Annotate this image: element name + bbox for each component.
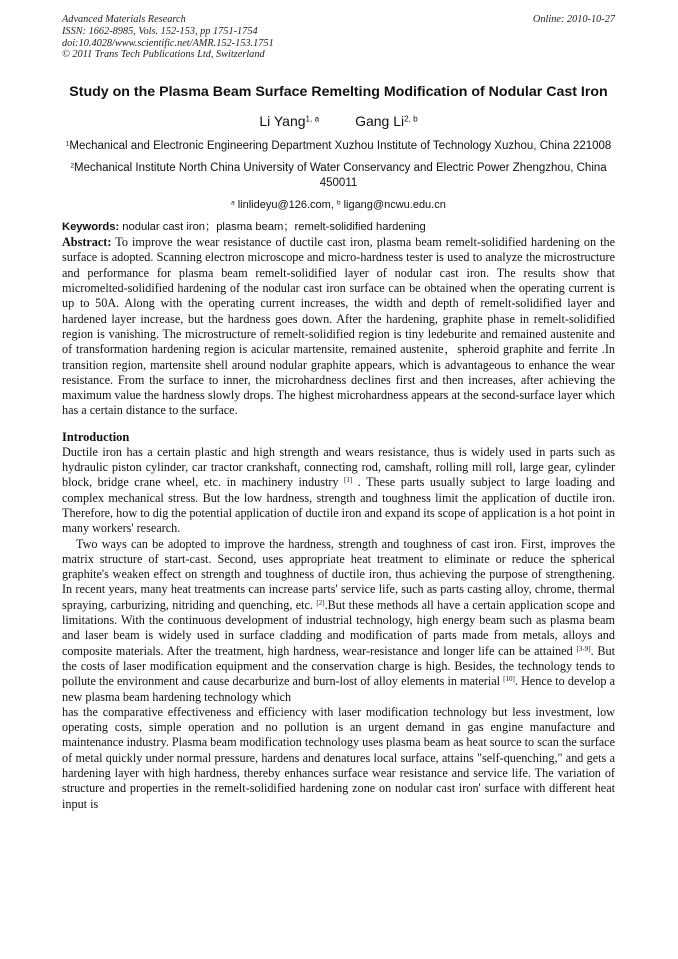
keywords [62, 220, 615, 235]
abstract [62, 235, 615, 419]
author-line [62, 112, 615, 130]
paragraph-text: Two ways can be adopted to improve the hardness, strength and toughness of cast iron. First, improves the matrix structure of start-cast. Second, uses appropriate heat treatment to eliminate or reduce the spherical graphite's weaken effect on strength and toughness of ductile iron, thus achieving the purpose of strengthening. In recent years, many heat treatments can increase parts' service life, such as parts casting alloy, chrome, thermal spraying, carburizing, nitriding and quenching, etc. [62, 536, 615, 612]
journal-name: Advanced Materials Research [62, 14, 186, 25]
keywords-text: nodular cast iron；plasma beam；remelt-solidified hardening [119, 221, 426, 234]
email-superscript: a [231, 199, 235, 207]
keywords-label: Keywords: [62, 221, 120, 234]
citation[interactable]: [1] [344, 476, 353, 485]
paragraph-text: . Hence to develop a new plasma beam hardening technology which [62, 674, 615, 704]
paragraph-text: .But these methods all have a certain application scope and limitations. With the continuous development of industrial technology, high energy beam such as plasma beam and laser beam is widely used in surface cladding and modification of parts made from metals, alloys and composite materials. After the treatment, high hardness, wear-resistance and longer life can be attained [62, 597, 615, 658]
online-date: Online: 2010-10-27 [532, 14, 615, 25]
paper-page [62, 14, 615, 812]
affiliation [62, 139, 615, 154]
citation[interactable]: [3-9] [576, 644, 591, 653]
paragraph-text: . These parts usually subject to large loading and complex mechanical stress. But the low hardness, strength and toughness limit the application of ductile iron. Therefore, how to dig the potential application of ductile iron and expand its scope of application is a hot point in many workers' research. [62, 475, 615, 536]
email-superscript: b [336, 199, 341, 207]
issn-line: ISSN: 1662-8985, Vols. 152-153, pp 1751-1754 [62, 25, 258, 37]
affiliation-superscript: 2 [70, 162, 75, 170]
affiliation-superscript: 1 [65, 140, 70, 148]
email-address[interactable]: ligang@ncwu.edu.cn [343, 199, 446, 212]
abstract-text: To improve the wear resistance of ductile cast iron, plasma beam remelt-solidified hardening on the surface is adopted. Scanning electron microscope and micro-hardness tester is used to analyze the microstructure and performance for plasma beam remelt-solidified layer of nodular cast iron. The results show that micromelted-solidified hardening of the nodular cast iron surface can be obtained when the operating current is up to 50A. Along with the operating current increases, the width and depth of remelt-solidified layer and hardened layer increase, but the hardness goes down. After the hardening, graphite phase in remelt-solidified region is vanishing. The microstructure of remelt-solidified region is tiny ledeburite and remained austenite and of transformation hardening region is acicular martensite, remained austenite，spheroid graphite and ferrite .In transition region, martensite shell around nodular graphite appears, which is advantageous to enhance the wear resistance. From the surface to inner, the microhardness declines first and then increases, after achieving the maximum value the hardness slowly drops. The highest microhardness appears at the second-surface layer which has a certain distance to the surface. [62, 235, 615, 418]
journal-header [62, 14, 615, 61]
paper-title: Study on the Plasma Beam Surface Remelting Modification of Nodular Cast Iron [69, 84, 608, 101]
author-name: Gang Li [355, 113, 405, 130]
email-address[interactable]: linlideyu@126.com, [237, 199, 337, 212]
section-heading: Introduction [62, 429, 130, 444]
affiliation-text: Mechanical and Electronic Engineering Department Xuzhou Institute of Technology Xuzhou, China 221008 [69, 140, 612, 153]
body-paragraph [62, 537, 615, 812]
author-name: Li Yang [259, 113, 306, 130]
author-superscript: 1, a [305, 114, 320, 124]
author-superscript: 2, b [404, 114, 418, 124]
affiliation [62, 161, 615, 191]
copyright-line: © 2011 Trans Tech Publications Ltd, Switzerland [62, 49, 265, 61]
citation[interactable]: [2] [316, 598, 325, 607]
email-line [62, 198, 615, 213]
paragraph-text: . But the costs of laser modification equipment and the conservation charge is high. Besides, the technology tends to pollute the environment and cause decarburize and burn-lost of alloy elements in material [62, 643, 616, 689]
abstract-label: Abstract: [62, 235, 112, 250]
body-paragraph [62, 445, 615, 537]
paragraph-text: has the comparative effectiveness and efficiency with laser modification technology but less investment, low operating costs, simple operation and no pollution is an urgent demand in gas engine manufacture and maintenance industry. Plasma beam modification technology uses plasma beam as heat source to scan the surface of metal quickly under normal pressure, hardens and denatures local surface, attains "self-quenching," and gets a hardening layer with high hardness, thereby enhances surface wear resistance and service life. The variation of structure and properties in the remelt-solidified hardening zone on nodular cast iron' surface with different heat input is [62, 704, 615, 811]
affiliation-text: Mechanical Institute North China University of Water Conservancy and Electric Power Zhengzhou, China 450011 [74, 162, 607, 190]
citation[interactable]: [10] [503, 675, 515, 684]
doi-line: doi:10.4028/www.scientific.net/AMR.152-153.1751 [62, 37, 274, 49]
paragraph-text: Ductile iron has a certain plastic and high strength and wears resistance, thus is widely used in parts such as hydraulic piston cylinder, car tractor crankshaft, connecting rod, camshaft, rolling mill roll, large gear, cylinder block, bridge crane wheel, etc. in machinery industry [62, 444, 615, 490]
